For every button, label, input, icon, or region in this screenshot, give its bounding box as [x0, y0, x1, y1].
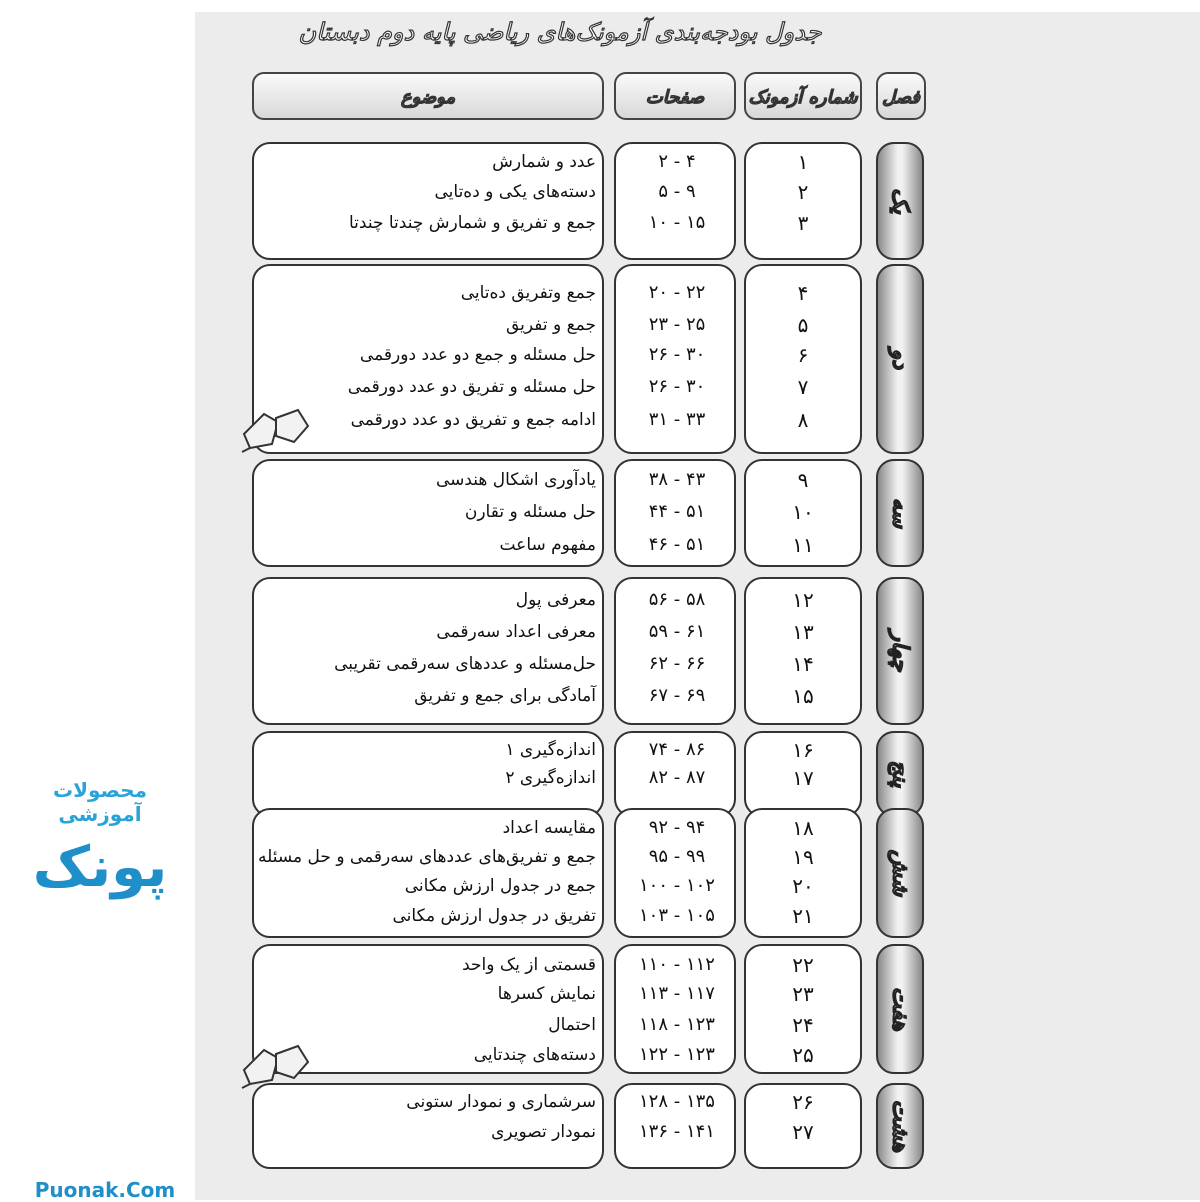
pages-cell: ۶۲ - ۶۶ [648, 653, 706, 674]
topic-cell: مقایسه اعداد [502, 818, 596, 838]
quiz-number-cell: ۱ [797, 150, 809, 174]
quiz-number-cell: ۶ [797, 343, 809, 367]
section-label [876, 808, 924, 938]
pages-cell: ۱۰۳ - ۱۰۵ [639, 905, 715, 926]
logo-url: Puonak.Com [34, 1178, 176, 1202]
quiz-number-cell: ۲۴ [792, 1013, 814, 1037]
topic-cell: جمع در جدول ارزش مکانی [404, 876, 596, 896]
header-pages: صفحات [614, 72, 736, 120]
quiz-number-cell: ۱۵ [792, 684, 814, 708]
pages-cell: ۵ - ۹ [658, 181, 696, 202]
pages-cell: ۳۸ - ۴۳ [648, 469, 706, 490]
header-topic: موضوع [252, 72, 604, 120]
quiz-number-cell: ۲۷ [792, 1120, 814, 1144]
header-section: فصل [876, 72, 926, 120]
quiz-number-cell: ۱۳ [792, 620, 814, 644]
topic-cell: مفهوم ساعت [499, 535, 596, 555]
topic-cell: جمع و تفریق [505, 315, 596, 335]
pages-cell: ۱۳۶ - ۱۴۱ [639, 1121, 715, 1142]
quiz-number-cell: ۲۶ [792, 1090, 814, 1114]
pages-cell: ۲۶ - ۳۰ [648, 376, 706, 397]
topic-cell: قسمتی از یک واحد [462, 955, 596, 975]
topic-cell: حل مسئله و تقارن [464, 502, 596, 522]
pages-cell: ۶۷ - ۶۹ [648, 685, 706, 706]
section-label [876, 731, 924, 817]
section-label [876, 1083, 924, 1169]
topic-cell: دسته‌های چندتایی [473, 1045, 596, 1065]
topic-cell: نمایش کسرها [497, 984, 596, 1004]
section-label [876, 264, 924, 454]
quiz-number-cell: ۷ [797, 375, 809, 399]
topic-cell: جمع وتفریق ده‌تایی [460, 283, 596, 303]
topic-cell: یادآوری اشکال هندسی [435, 470, 596, 490]
pages-cell: ۱۱۳ - ۱۱۷ [639, 983, 715, 1004]
quiz-number-cell: ۲۱ [792, 904, 814, 928]
pages-cell: ۱۲۸ - ۱۳۵ [639, 1091, 715, 1112]
pages-cell: ۱۱۰ - ۱۱۲ [639, 954, 715, 975]
logo-brand: پونک [32, 835, 168, 900]
quiz-number-cell: ۲۰ [792, 874, 814, 898]
pages-cell: ۴۶ - ۵۱ [648, 534, 706, 555]
quiz-number-cell: ۱۸ [792, 816, 814, 840]
topic-cell: جمع و تفریق‌های عددهای سه‌رقمی و حل مسئله [257, 847, 596, 867]
pencil-eraser-icon [236, 1040, 316, 1090]
section-label-text: شش [887, 849, 913, 897]
pages-cell: ۲۳ - ۲۵ [648, 314, 706, 335]
pages-cell: ۹۵ - ۹۹ [648, 846, 706, 867]
pages-cell: ۳۱ - ۳۳ [648, 409, 706, 430]
pages-cell: ۱۰ - ۱۵ [648, 212, 706, 233]
topic-cell: سرشماری و نمودار ستونی [406, 1092, 596, 1112]
topic-cell: معرفی اعداد سه‌رقمی [436, 622, 596, 642]
quiz-number-cell: ۳ [797, 211, 809, 235]
pages-cell: ۵۶ - ۵۸ [648, 589, 706, 610]
section-label-text: پنج [887, 760, 913, 788]
section-label-text: هفت [887, 986, 913, 1032]
section-label-text: سه [887, 497, 913, 529]
topic-cell: معرفی پول [515, 590, 596, 610]
section-label-text: هشت [887, 1099, 913, 1153]
section-label [876, 577, 924, 725]
pencil-eraser-icon [236, 404, 316, 454]
quiz-number-cell: ۲۲ [792, 953, 814, 977]
quiz-number-cell: ۲ [797, 180, 809, 204]
page-title: جدول بودجه‌بندی آزمونک‌های ریاضی پایه دوم دبستان [298, 18, 822, 46]
topic-cell: حل‌مسئله و عددهای سه‌رقمی تقریبی [334, 654, 596, 674]
pages-cell: ۵۹ - ۶۱ [648, 621, 706, 642]
section-label [876, 944, 924, 1074]
pages-cell: ۱۰۰ - ۱۰۲ [639, 875, 715, 896]
section-label-text: دو [887, 348, 913, 370]
topic-cell: حل مسئله و تفریق دو عدد دورقمی [347, 377, 596, 397]
topic-cell: تفریق در جدول ارزش مکانی [392, 906, 596, 926]
section-label [876, 459, 924, 567]
quiz-number-cell: ۱۹ [792, 845, 814, 869]
quiz-number-cell: ۴ [797, 281, 809, 305]
topic-cell: جمع و تفریق و شمارش چندتا چندتا [348, 213, 596, 233]
pages-cell: ۲۶ - ۳۰ [648, 344, 706, 365]
section-label-text: چهار [887, 630, 913, 672]
quiz-number-cell: ۱۷ [792, 766, 814, 790]
topic-cell: نمودار تصویری [491, 1122, 596, 1142]
header-quiz-number: شماره آزمونک [744, 72, 862, 120]
quiz-number-cell: ۱۴ [792, 652, 814, 676]
quiz-number-cell: ۲۳ [792, 982, 814, 1006]
topic-cell: ادامه جمع و تفریق دو عدد دورقمی [350, 410, 596, 430]
pages-cell: ۴۴ - ۵۱ [648, 501, 706, 522]
pages-cell: ۱۲۲ - ۱۲۳ [639, 1044, 715, 1065]
topic-cell: احتمال [548, 1015, 596, 1035]
pages-cell: ۱۱۸ - ۱۲۳ [639, 1014, 715, 1035]
topic-cell: دسته‌های یکی و ده‌تایی [434, 182, 596, 202]
logo-tagline: محصولات آموزشی [52, 778, 148, 826]
section-label [876, 142, 924, 260]
topic-cell: آمادگی برای جمع و تفریق [414, 686, 596, 706]
quiz-number-cell: ۸ [797, 408, 809, 432]
topic-cell: اندازه‌گیری ۲ [505, 768, 596, 788]
quiz-number-cell: ۱۲ [792, 588, 814, 612]
pages-cell: ۲ - ۴ [658, 151, 696, 172]
pages-cell: ۲۰ - ۲۲ [648, 282, 706, 303]
pages-cell: ۷۴ - ۸۶ [648, 739, 706, 760]
quiz-number-cell: ۱۱ [792, 533, 814, 557]
pages-cell: ۸۲ - ۸۷ [648, 767, 706, 788]
quiz-number-cell: ۵ [797, 313, 809, 337]
topic-cell: اندازه‌گیری ۱ [505, 740, 596, 760]
topic-cell: عدد و شمارش [492, 152, 596, 172]
quiz-number-cell: ۹ [797, 468, 809, 492]
topic-cell: حل مسئله و جمع دو عدد دورقمی [359, 345, 596, 365]
quiz-number-cell: ۱۰ [792, 500, 814, 524]
quiz-number-cell: ۱۶ [792, 738, 814, 762]
quiz-number-cell: ۲۵ [792, 1043, 814, 1067]
pages-cell: ۹۲ - ۹۴ [648, 817, 706, 838]
section-label-text: یک [887, 188, 913, 214]
